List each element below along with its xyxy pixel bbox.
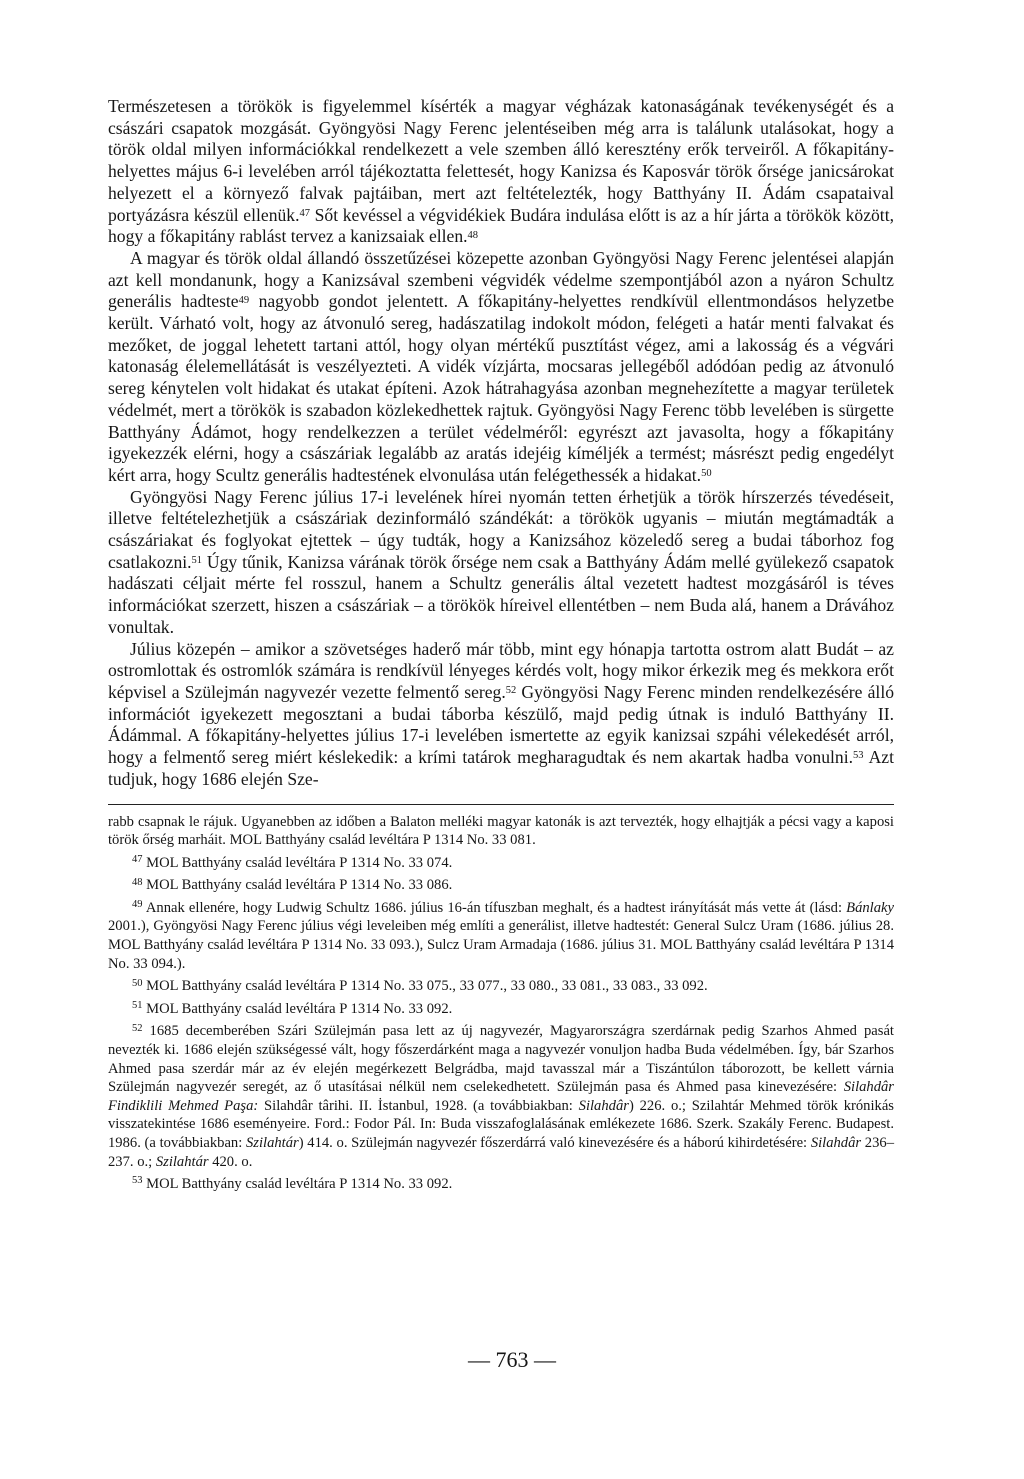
italic-run: Szilahtár [245, 1135, 299, 1151]
footnote-number: 47 [132, 853, 143, 865]
footnote-number: 50 [132, 977, 143, 989]
footnotes [108, 813, 894, 1194]
footnote-number: 53 [132, 1175, 143, 1187]
paragraph [108, 487, 894, 639]
footnote-separator [108, 804, 894, 805]
footnote [108, 813, 894, 850]
footnote-ref: 47 [299, 207, 310, 219]
text-run: 236–237. o.; [108, 1135, 894, 1170]
footnote [108, 1175, 894, 1194]
main-text [108, 96, 894, 791]
document-page [108, 96, 894, 1396]
footnote [108, 854, 894, 873]
page-number: — 763 — [468, 1347, 556, 1372]
italic-run: Bánlaky [846, 899, 894, 916]
text-run: Természetesen a törökök is figyelemmel kísérték a magyar végházak katonaságának tevékenységét és a császári csapatok mozgását. Gyöngyösi Nagy Ferenc jelentéseiben még arra is találunk utalásokat, hogy a török oldal milyen információkkal rendelkezett a vele szemben álló keresztény erők terveiről. A főkapitány-helyettes május 6-i levelében arról tájékoztatta felettesét, hogy Kanizsa és Kaposvár török őrsége janicsárokat helyezett el a környező falvak pajtáiban, mert azt feltételezték, hogy Batthyány II. Ádám csapataival portyázásra készül ellenük. [108, 96, 894, 225]
text-run: Annak ellenére, hogy Ludwig Schultz 1686. július 16-án tífuszban meghalt, és a hadtest irányítását más vette át (lásd: [142, 899, 847, 916]
text-run: MOL Batthyány család levéltára P 1314 No. 33 092. [142, 1000, 453, 1017]
footnote [108, 876, 894, 895]
text-run: MOL Batthyány család levéltára P 1314 No. 33 092. [142, 1176, 453, 1193]
text-run: Gyöngyösi Nagy Ferenc minden rendelkezésére álló információt igyekezett megosztani a budai táborba készülő, majd pedig útnak is induló Batthyány II. Ádámmal. A főkapitány-helyettes július 17-i levelében ismertette az egyik kanizsai szpáhi vélekedését arról, hogy a felmentő sereg miért késlekedik: a krími tatárok megharagudtak és nem akartak hadba vonulni. [108, 681, 894, 768]
footnote-ref: 53 [852, 750, 864, 762]
text-run: 420. o. [208, 1153, 253, 1170]
footnote [108, 977, 894, 996]
footnote [108, 899, 894, 973]
text-run: 1685 decemberében Szári Szülejmán pasa lett az új nagyvezér, Magyarországra szerdárnak pedig Szarhos Ahmed pasát nevezték ki. 1686 elején szükségessé vált, hogy főszerdárként maga a nagyvezér vonuljon hadba Buda védelmében. Így, bár Szarhos Ahmed pasa szerdár már az év elején megérkezett Belgrádba, majd tavasszal már a Tiszántúlon táborozott, be kellett várnia Szülejmán nagyvezér seregét, az ő utasításai nélkül nem cselekedhetett. Szülejmán pasa és Ahmed pasa kinevezésére: [108, 1023, 894, 1096]
text-run: Gyöngyösi Nagy Ferenc július 17-i levelének hírei nyomán tetten érhetjük a török hírszerzés tévedéseit, illetve feltételezhetjük a császáriak dezinformáló szándékát: a törökök ugyanis – miután megtámadták a császáriakat és foglyokat ejtettek – úgy tudták, hogy a Kanizsához közeledő sereg a budai táborhoz fog csatlakozni. [108, 486, 894, 572]
text-run: 2001.), Gyöngyösi Nagy Ferenc július végi leveleiben még említi a generálist, illetve hadtestét: General Sulcz Uram (1686. július 28. MOL Batthyány család levéltára P 1314 No. 33 093.), Sulcz Uram Armadaja (1686. július 31. MOL Batthyány család levéltára P 1314 No. 33 094.). [108, 918, 894, 972]
footnote-ref: 52 [505, 685, 517, 697]
italic-run: Silahdâr Findiklili Mehmed Paşa: [108, 1079, 894, 1114]
text-run: Sőt kevéssel a végvidékiek Budára indulása előtt is az a hír járta a törökök között, hogy a főkapitány rablást tervez a kanizsaiak ellen. [108, 204, 894, 247]
text-run: nagyobb gondot jelentett. A főkapitány-helyettes rendkívül ellentmondásos helyzetbe került. Várható volt, hogy az átvonuló sereg, hadászatilag indokolt módon, felégeti a határ menti falvakat és mezőket, de joggal lehetett tartani attól, hogy olyan mértékű pusztítást végez, ami a lakosság és a végvári katonaság élelemellátását is veszélyezteti. A vidék vízjárta, mocsaras jellegéből adódóan pedig az átvonuló sereg kénytelen volt hidakat és utakat építeni. Azok hátrahagyása azonban megnehezítette a magyar területek védelmét, mert a törökök is szabadon közlekedhettek rajtuk. Gyöngyösi Nagy Ferenc több levelében is sürgette Batthyány Ádámot, hogy rendelkezzen a terület védelméről: egyrészt azt javasolta, hogy a főkapitány igyekezzék elérni, hogy a császáriak legalább az aratás idejéig kíméljék a termést; másrészt pedig engedélyt kért arra, hogy Scultz generális hadtestének elvonulása után felégethessék a hidakat. [108, 291, 894, 485]
footnote-number: 51 [132, 1000, 143, 1012]
paragraph [108, 248, 894, 487]
italic-run: Silahdâr [578, 1097, 629, 1114]
footnote-number: 49 [132, 899, 143, 911]
paragraph [108, 639, 894, 791]
footnote-ref: 48 [467, 229, 479, 241]
text-run: MOL Batthyány család levéltára P 1314 No. 33 086. [142, 877, 453, 894]
text-run: Úgy tűnik, Kanizsa várának török őrsége nem csak a Batthyány Ádám mellé gyülekező csapatok hadászati céljait mérte fel rosszul, hanem a Schultz generális által vezetett hadtest mozgásáról is téves információkat szerzett, hiszen a császáriak – a törökök híreivel ellentétben – nem Buda alá, hanem a Drávához vonultak. [108, 551, 894, 637]
text-run: MOL Batthyány család levéltára P 1314 No. 33 074. [142, 854, 453, 871]
text-run: A magyar és török oldal állandó összetűzései közepette azonban Gyöngyösi Nagy Ferenc jelentései alapján azt kell mondanunk, hogy a Kanizsával szembeni végvidék védelme szempontjából azon a nyáron Schultz generális hadteste [108, 247, 894, 312]
italic-run: Silahdâr [810, 1135, 862, 1151]
footnote [108, 1022, 894, 1171]
text-run: rabb csapnak le rájuk. Ugyanebben az időben a Balaton melléki magyar katonák is azt tervezték, hogy elhajtják a pécsi vagy a kaposi török őrség marháit. MOL Batthyány család levéltára P 1314 No. 33 081. [108, 813, 894, 849]
text-run: ) 414. o. Szülejmán nagyvezér főszerdárrá való kinevezésére és a háború kihirdetésére: [298, 1135, 811, 1151]
text-run: MOL Batthyány család levéltára P 1314 No. 33 075., 33 077., 33 080., 33 081., 33 083., 33 092. [142, 978, 708, 995]
footnote-number: 52 [132, 1022, 143, 1034]
footnote-ref: 50 [701, 468, 712, 480]
text-run: Azt tudjuk, hogy 1686 elején Sze- [108, 747, 894, 789]
footnote [108, 1000, 894, 1019]
footnote-ref: 51 [191, 555, 203, 567]
paragraph [108, 96, 894, 248]
text-run: Silahdâr târihi. II. İstanbul, 1928. (a továbbiakban: [258, 1097, 579, 1114]
italic-run: Szilahtár [155, 1153, 209, 1170]
footnote-number: 48 [132, 876, 143, 888]
footnote-ref: 49 [238, 294, 250, 306]
text-run: Július közepén – amikor a szövetséges haderő már több, mint egy hónapja tartotta ostrom alatt Budát – az ostromlottak és ostromlók számára is rendkívül lényeges kérdés volt, hogy mikor érkezik meg és mekkora erőt képvisel a Szülejmán nagyvezér vezette felmentő sereg. [108, 638, 894, 702]
text-run: ) 226. o.; Szilahtár Mehmed török krónikás visszatekintése 1686 eseményeire. Ford.: Fodor Pál. In: Buda visszafoglalásának emlékezete 1686. Szerk. Szakály Ferenc. Budapest. 1986. (a továbbiakban: [108, 1097, 894, 1151]
